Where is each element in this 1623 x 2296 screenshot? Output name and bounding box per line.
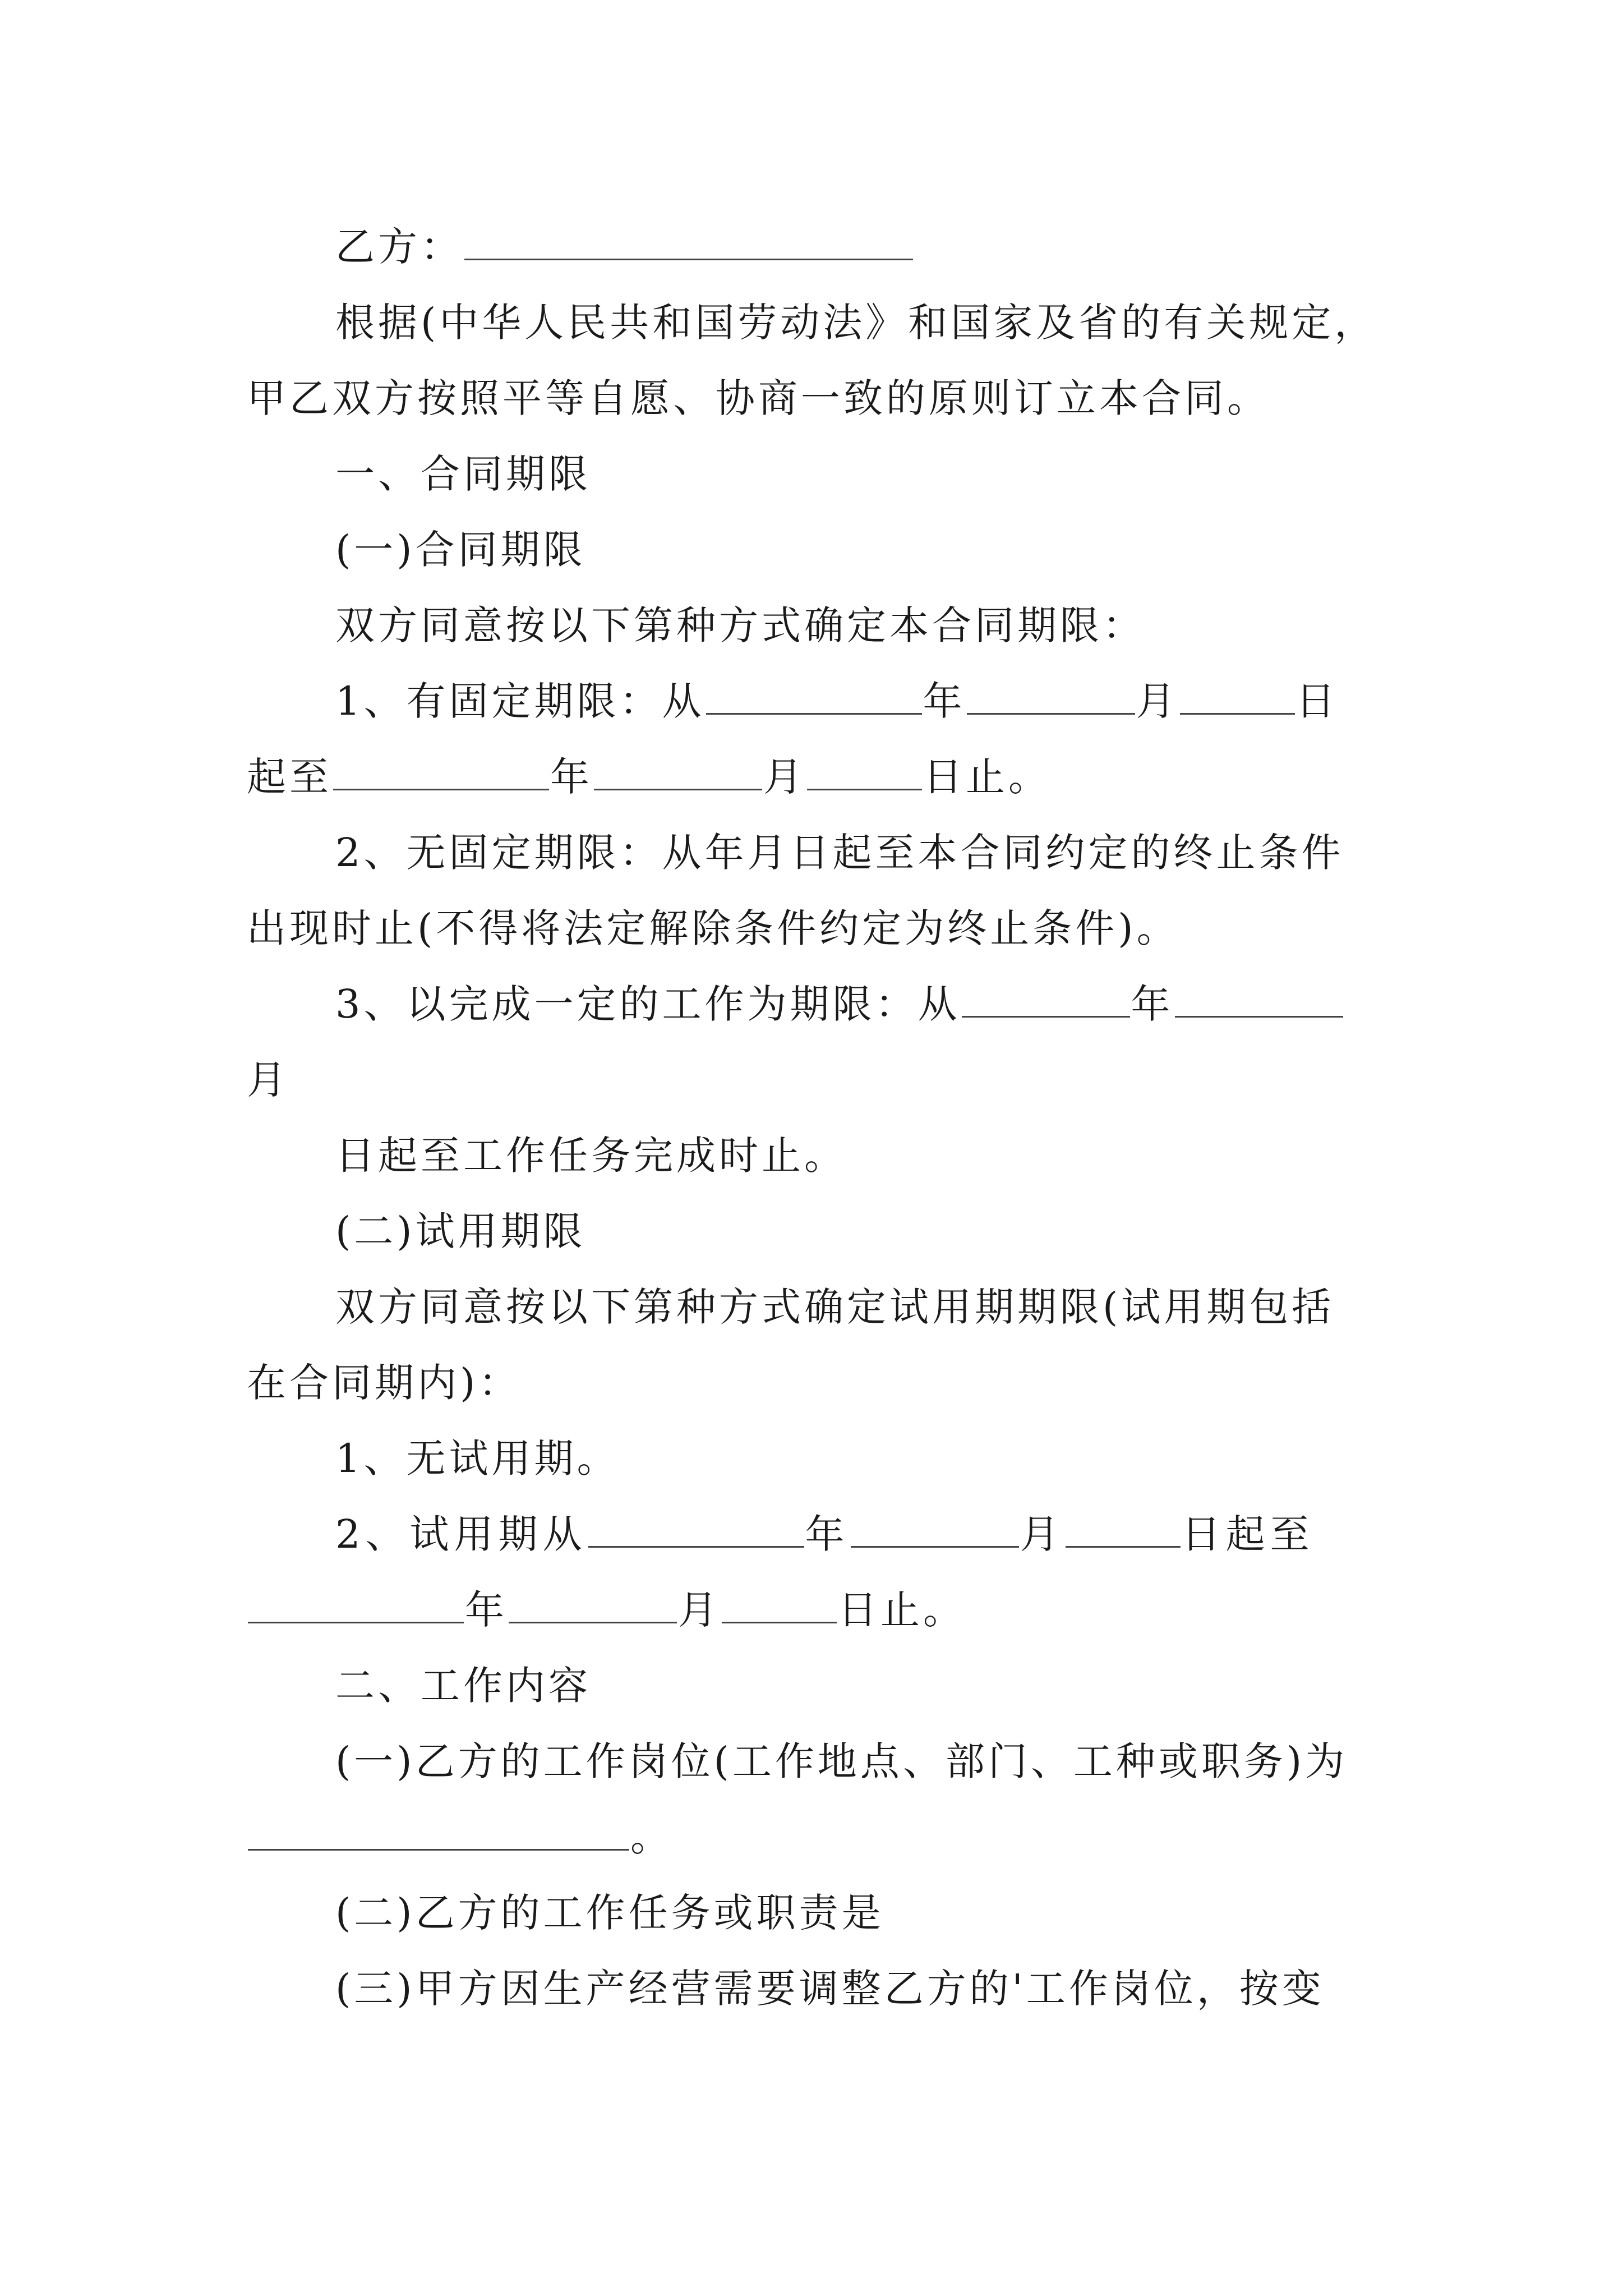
- paragraph-line: [335, 599, 1145, 652]
- year-label: 年: [923, 678, 966, 724]
- day-blank: [1066, 1511, 1181, 1548]
- paragraph-text: (三)甲方因生产经营需要调整乙方的'工作岗位，按变: [335, 1966, 1325, 2012]
- paragraph-line: [335, 1886, 884, 1940]
- year-blank: [706, 678, 922, 715]
- year-label: 年: [550, 754, 593, 800]
- year-blank: [588, 1511, 804, 1548]
- day-end-label: 日止。: [923, 754, 1051, 800]
- year-blank: [962, 981, 1130, 1018]
- paragraph-line: [335, 296, 1377, 349]
- heading-text: (一)合同期限: [335, 527, 586, 573]
- fixed-term-line: [335, 674, 1339, 728]
- paragraph-line: [247, 1053, 289, 1107]
- paragraph-line: [335, 1962, 1325, 2016]
- month-blank: [509, 1587, 677, 1623]
- paragraph-text: 双方同意按以下第种方式确定试用期期限(试用期包括: [335, 1284, 1335, 1330]
- paragraph-text: 出现时止(不得将法定解除条件约定为终止条件)。: [247, 905, 1179, 951]
- paragraph-text: 2、无固定期限：从年月日起至本合同约定的终止条件: [335, 830, 1344, 876]
- day-end-label: 日止。: [838, 1587, 966, 1633]
- section-heading: [335, 447, 591, 501]
- fixed-term-end-line: [247, 750, 1051, 804]
- period-mark: 。: [630, 1814, 673, 1860]
- subsection-heading: [335, 523, 586, 577]
- paragraph-text: 甲乙双方按照平等自愿、协商一致的原则订立本合同。: [247, 375, 1270, 421]
- subsection-heading: [335, 1204, 586, 1258]
- paragraph-line: [335, 826, 1344, 880]
- paragraph-text: 根据(中华人民共和国劳动法》和国家及省的有关规定，: [335, 300, 1377, 346]
- heading-text: 二、工作内容: [335, 1663, 591, 1709]
- year-blank: [333, 754, 549, 790]
- position-blank-line: [247, 1810, 673, 1864]
- paragraph-text: 日起至工作任务完成时止。: [335, 1133, 847, 1179]
- party-b-label: 乙方：: [335, 224, 463, 270]
- probation-line: [335, 1507, 1315, 1561]
- paragraph-text: 双方同意按以下第种方式确定本合同期限：: [335, 602, 1145, 648]
- year-label: 年: [805, 1511, 850, 1557]
- day-label: 日: [1295, 678, 1339, 724]
- position-blank: [248, 1814, 629, 1851]
- month-blank: [594, 754, 762, 790]
- party-b-line: [335, 220, 914, 274]
- paragraph-line: [335, 1280, 1334, 1334]
- month-label: 月: [247, 1057, 289, 1103]
- month-blank: [967, 678, 1135, 715]
- until-label: 起至: [247, 754, 332, 800]
- day-blank: [807, 754, 922, 790]
- paragraph-line: [335, 1432, 620, 1485]
- heading-text: 一、合同期限: [335, 451, 591, 497]
- task-term-label: 3、以完成一定的工作为期限：从: [335, 981, 961, 1027]
- year-blank: [248, 1587, 464, 1623]
- paragraph-line: [247, 1356, 521, 1410]
- paragraph-text: (二)乙方的工作任务或职责是: [335, 1890, 884, 1936]
- year-label: 年: [465, 1587, 508, 1633]
- month-label: 月: [1020, 1511, 1064, 1557]
- day-blank: [722, 1587, 837, 1623]
- paragraph-line: [247, 371, 1270, 425]
- day-blank: [1180, 678, 1295, 715]
- party-b-blank: [464, 224, 913, 260]
- paragraph-text: 1、无试用期。: [335, 1435, 620, 1481]
- task-term-line: [335, 977, 1344, 1031]
- paragraph-line: [335, 1734, 1348, 1788]
- month-blank: [1175, 981, 1343, 1018]
- month-label: 月: [1136, 678, 1179, 724]
- month-blank: [851, 1511, 1019, 1548]
- paragraph-line: [335, 1129, 847, 1182]
- year-label: 年: [1131, 981, 1174, 1027]
- section-heading: [335, 1659, 591, 1713]
- probation-label: 2、试用期从: [335, 1511, 587, 1557]
- paragraph-text: 在合同期内)：: [247, 1360, 522, 1406]
- month-label: 月: [763, 754, 806, 800]
- paragraph-line: [247, 901, 1179, 955]
- month-label: 月: [678, 1587, 721, 1633]
- fixed-term-label: 1、有固定期限：从: [335, 678, 705, 724]
- heading-text: (二)试用期限: [335, 1208, 586, 1254]
- paragraph-text: (一)乙方的工作岗位(工作地点、部门、工种或职务)为: [335, 1738, 1348, 1784]
- probation-end-line: [247, 1583, 966, 1637]
- from-label: 日起至: [1181, 1511, 1315, 1557]
